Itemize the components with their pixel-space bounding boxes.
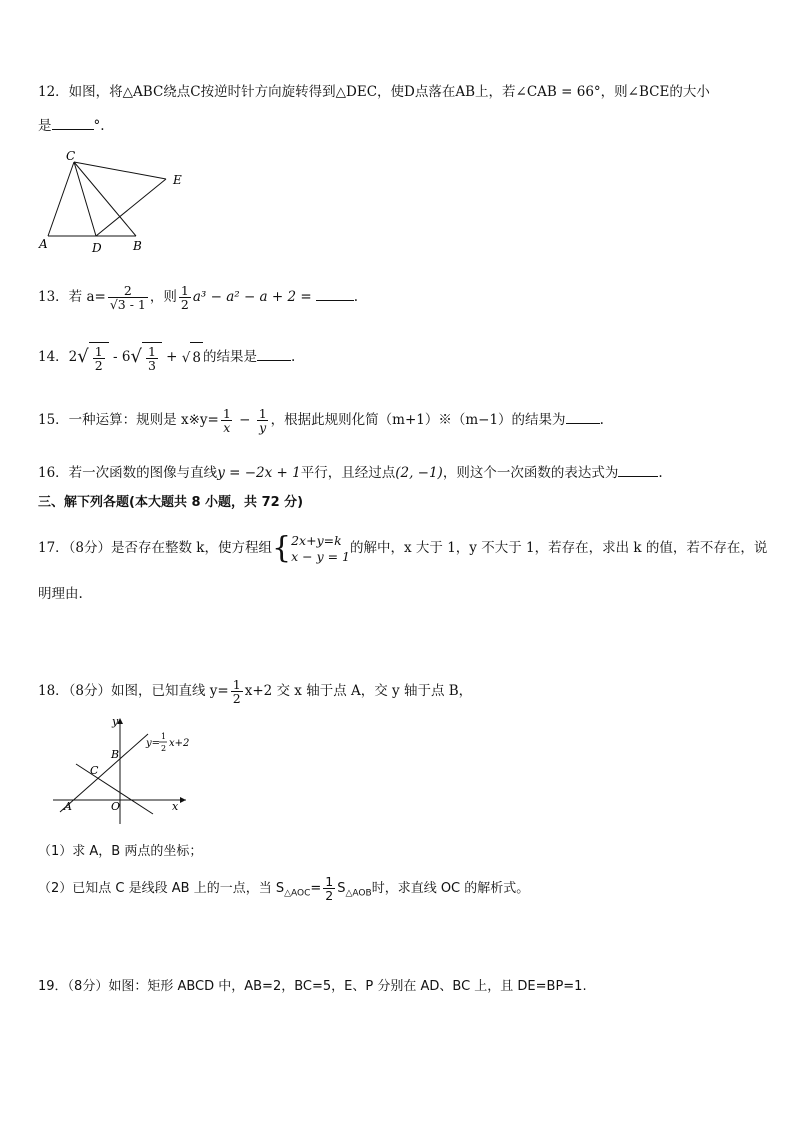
q12-text: 12．如图，将△ABC绕点C按逆时针方向旋转得到△DEC，使D点落在AB上，若∠CAB = 66°，则∠BCE的大小 [38, 84, 710, 100]
q17-brace: { [272, 530, 292, 566]
q18-fraction: $\frac{1}{2}$ [232, 676, 241, 706]
label-y: y [112, 715, 119, 728]
label-b: B [133, 239, 142, 253]
label-eq-den: 2 [161, 744, 167, 753]
q16-pre: 16．若一次函数的图像与直线 [38, 465, 218, 481]
q14-radical-2: √ $\frac{1}{3}$ [130, 342, 161, 373]
segment-ca [48, 162, 74, 236]
q12-line2 [38, 115, 105, 136]
q14-radical-1: √ $\frac{1}{2}$ [77, 342, 108, 373]
q15-fraction-2: $\frac{1}{y}$ [258, 405, 267, 435]
q12-line1 [38, 82, 710, 102]
q14-mid: - 6 [108, 349, 131, 365]
q13-pre: 13．若 a= [38, 289, 106, 305]
segment-de [96, 179, 166, 236]
label-c: C [66, 149, 76, 163]
q18-pre: 18．（8分）如图，已知直线 y= [38, 683, 229, 699]
q13-expression: a³ − a² − a + 2 = [192, 289, 312, 305]
q17-line1 [38, 528, 767, 568]
q14-radical-3: √ 8 [182, 342, 203, 373]
q14-line: 14．2√ $\frac{1}{2}$ - 6√ $\frac{1}{3}$ + √ 8 的结果是 . [38, 343, 296, 373]
q15-fraction-1: $\frac{1}{x}$ [222, 405, 231, 435]
q18-line [38, 676, 472, 706]
q15-post: ，根据此规则化简（m+1）※（m−1）的结果为 [270, 412, 566, 428]
q12-line2-pre: 是 [38, 118, 52, 134]
q17-post: 的解中，x 大于 1，y 不大于 1，若存在，求出 k 的值，若不存在，说 [350, 540, 768, 556]
q15-answer-blank [566, 409, 600, 424]
label-eq-num: 1 [161, 732, 167, 741]
section-3-heading: 三、解下列各题(本大题共 8 小题，共 72 分) [38, 495, 304, 510]
q12-answer-blank [52, 115, 94, 130]
segment-cb [74, 162, 136, 236]
q18-sub2: （2）已知点 C 是线段 AB 上的一点，当 $S_{\triangle AOC}=$ $\frac{1}{2}$ $S_{\triangle AOB}$时，求直线 OC 的解析式。 [38, 873, 530, 903]
q15-pre: 15．一种运算：规则是 x※y= [38, 412, 219, 428]
q18-sub2-fraction: $\frac{1}{2}$ [325, 873, 334, 903]
q13-fraction: $\frac{2}{√3 - 1}$ [109, 282, 146, 312]
q15-line: 15．一种运算：规则是 x※y= $\frac{1}{x}$ − $\frac{1}{y}$ ，根据此规则化简（m+1）※（m−1）的结果为 . [38, 405, 604, 435]
x-arrow-icon [180, 797, 186, 803]
q17-pre: 17．（8分）是否存在整数 k，使方程组 [38, 540, 272, 556]
q14-pre: 14．2 [38, 349, 78, 365]
q14-post: 的结果是 [203, 349, 257, 365]
q16-line: 16．若一次函数的图像与直线y = −2x + 1平行，且经过点(2, −1)，则这个一次函数的表达式为 . [38, 462, 663, 483]
segment-ce [74, 162, 166, 179]
label-eq-pre: y= [146, 738, 161, 749]
q13-mid: ，则 [149, 289, 177, 305]
q19-line: 19．（8分）如图：矩形 ABCD 中，AB=2，BC=5，E、P 分别在 AD、BC 上，且 DE=BP=1. [38, 979, 587, 994]
q18-sub1: （1）求 A，B 两点的坐标； [38, 844, 203, 859]
q16-answer-blank [618, 462, 658, 477]
q14-answer-blank [257, 346, 291, 361]
segment-cd [74, 162, 96, 236]
q18-graph-figure [48, 712, 198, 827]
label-b: B [111, 748, 120, 761]
q13-line: 13．若 a= $\frac{2}{√3 - 1}$ ，则 $\frac{1}{2}$ a³ − a² − a + 2 = . [38, 282, 358, 312]
label-c: C [90, 764, 99, 777]
q18-post: x+2 交 x 轴于点 A，交 y 轴于点 B， [244, 683, 473, 699]
q16-point: (2, −1) [395, 465, 443, 481]
q16-equation: y = −2x + 1 [217, 465, 301, 481]
q12-line2-post: °. [93, 118, 105, 134]
label-eq-post: x+2 [169, 738, 190, 749]
q17-system: 2x+y=k x − y = 1 [291, 532, 350, 564]
label-x: x [172, 800, 179, 813]
label-d: D [92, 241, 102, 255]
q13-answer-blank [316, 286, 354, 301]
q17-line2: 明理由. [38, 586, 83, 602]
label-a: A [64, 800, 72, 813]
label-e: E [173, 173, 182, 187]
label-o: O [111, 800, 121, 813]
q13-half: $\frac{1}{2}$ [180, 282, 189, 312]
q12-triangle-figure [36, 146, 196, 256]
label-a: A [39, 237, 48, 251]
